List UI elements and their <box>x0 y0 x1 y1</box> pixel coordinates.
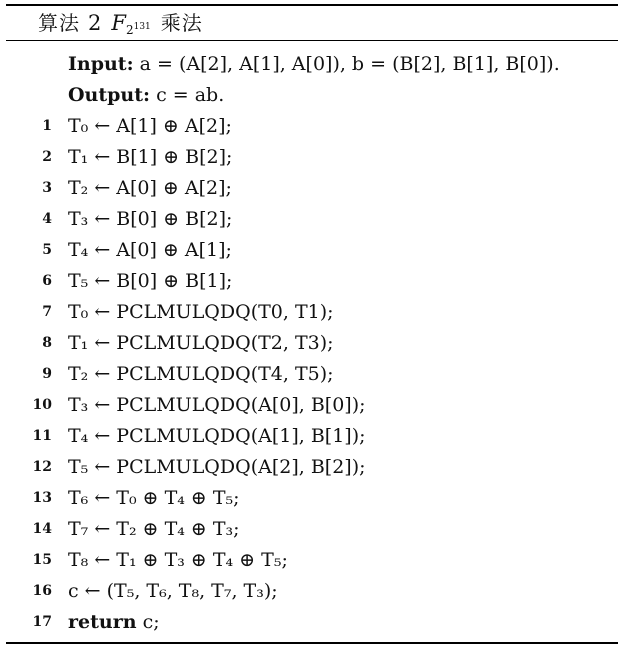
output-text: c = ab. <box>156 84 225 106</box>
algorithm-step <box>6 483 618 514</box>
input-label: Input: <box>68 53 134 75</box>
output-content <box>68 80 224 111</box>
step-text: T₄ ← PCLMULQDQ(A[1], B[1]); <box>68 425 366 447</box>
step-text: c ← (T₅, T₆, T₈, T₇, T₃); <box>68 580 278 602</box>
algorithm-step <box>6 607 618 638</box>
output-line <box>6 80 618 111</box>
line-number: 17 <box>32 614 52 630</box>
algorithm-step <box>6 204 618 235</box>
line-number: 14 <box>32 521 52 537</box>
step-text: T₅ ← PCLMULQDQ(A[2], B[2]); <box>68 456 366 478</box>
line-number: 13 <box>32 490 52 506</box>
return-statement <box>68 607 160 638</box>
line-number: 12 <box>32 459 52 475</box>
line-number: 2 <box>42 149 52 165</box>
input-content <box>68 49 560 80</box>
line-number: 5 <box>42 242 52 258</box>
algorithm-box <box>6 4 618 644</box>
line-number: 8 <box>42 335 52 351</box>
step-text: T₈ ← T₁ ⊕ T₃ ⊕ T₄ ⊕ T₅; <box>68 549 288 571</box>
caption-field <box>111 11 150 35</box>
algorithm-step <box>6 576 618 607</box>
line-number: 6 <box>42 273 52 289</box>
algorithm-steps <box>6 111 618 607</box>
step-text: T₇ ← T₂ ⊕ T₄ ⊕ T₃; <box>68 518 240 540</box>
step-text: T₃ ← PCLMULQDQ(A[0], B[0]); <box>68 394 366 416</box>
caption-operation: 乘法 <box>160 11 203 35</box>
step-text: T₀ ← PCLMULQDQ(T0, T1); <box>68 301 334 323</box>
caption-field-superscript: 131 <box>133 22 151 32</box>
line-number: 7 <box>42 304 52 320</box>
step-text: T₁ ← PCLMULQDQ(T2, T3); <box>68 332 334 354</box>
algorithm-step <box>6 235 618 266</box>
algorithm-step <box>6 359 618 390</box>
step-text: T₂ ← PCLMULQDQ(T4, T5); <box>68 363 334 385</box>
algorithm-step <box>6 266 618 297</box>
step-text: T₆ ← T₀ ⊕ T₄ ⊕ T₅; <box>68 487 240 509</box>
step-text: T₃ ← B[0] ⊕ B[2]; <box>68 208 233 230</box>
caption-field-letter: F <box>111 11 126 35</box>
algorithm-step <box>6 111 618 142</box>
caption-field-subscript <box>126 23 151 37</box>
algorithm-step <box>6 452 618 483</box>
input-text: a = (A[2], A[1], A[0]), b = (B[2], B[1], B[0]). <box>139 53 560 75</box>
algorithm-caption <box>6 6 618 40</box>
line-number: 10 <box>32 397 52 413</box>
algorithm-step <box>6 142 618 173</box>
algorithm-step <box>6 173 618 204</box>
algorithm-step <box>6 514 618 545</box>
input-line <box>6 49 618 80</box>
line-number: 1 <box>42 118 52 134</box>
line-number: 4 <box>42 211 52 227</box>
caption-number: 2 <box>88 11 102 35</box>
bottom-rule <box>6 642 618 644</box>
algorithm-step <box>6 328 618 359</box>
return-value: c; <box>142 611 160 633</box>
caption-label: 算法 <box>38 11 80 35</box>
output-label: Output: <box>68 84 151 106</box>
algorithm-step <box>6 297 618 328</box>
line-number: 16 <box>32 583 52 599</box>
caption-field-sub-base: 2 <box>125 23 134 37</box>
step-text: T₄ ← A[0] ⊕ A[1]; <box>68 239 232 261</box>
line-number: 11 <box>32 428 52 444</box>
step-text: T₂ ← A[0] ⊕ A[2]; <box>68 177 232 199</box>
line-number: 3 <box>42 180 52 196</box>
algorithm-step <box>6 545 618 576</box>
algorithm-body <box>6 41 618 638</box>
algorithm-step <box>6 421 618 452</box>
step-text: T₅ ← B[0] ⊕ B[1]; <box>68 270 233 292</box>
step-text: T₁ ← B[1] ⊕ B[2]; <box>68 146 233 168</box>
return-keyword: return <box>68 611 137 633</box>
line-number: 9 <box>42 366 52 382</box>
algorithm-step <box>6 390 618 421</box>
line-number: 15 <box>32 552 52 568</box>
step-text: T₀ ← A[1] ⊕ A[2]; <box>68 115 232 137</box>
